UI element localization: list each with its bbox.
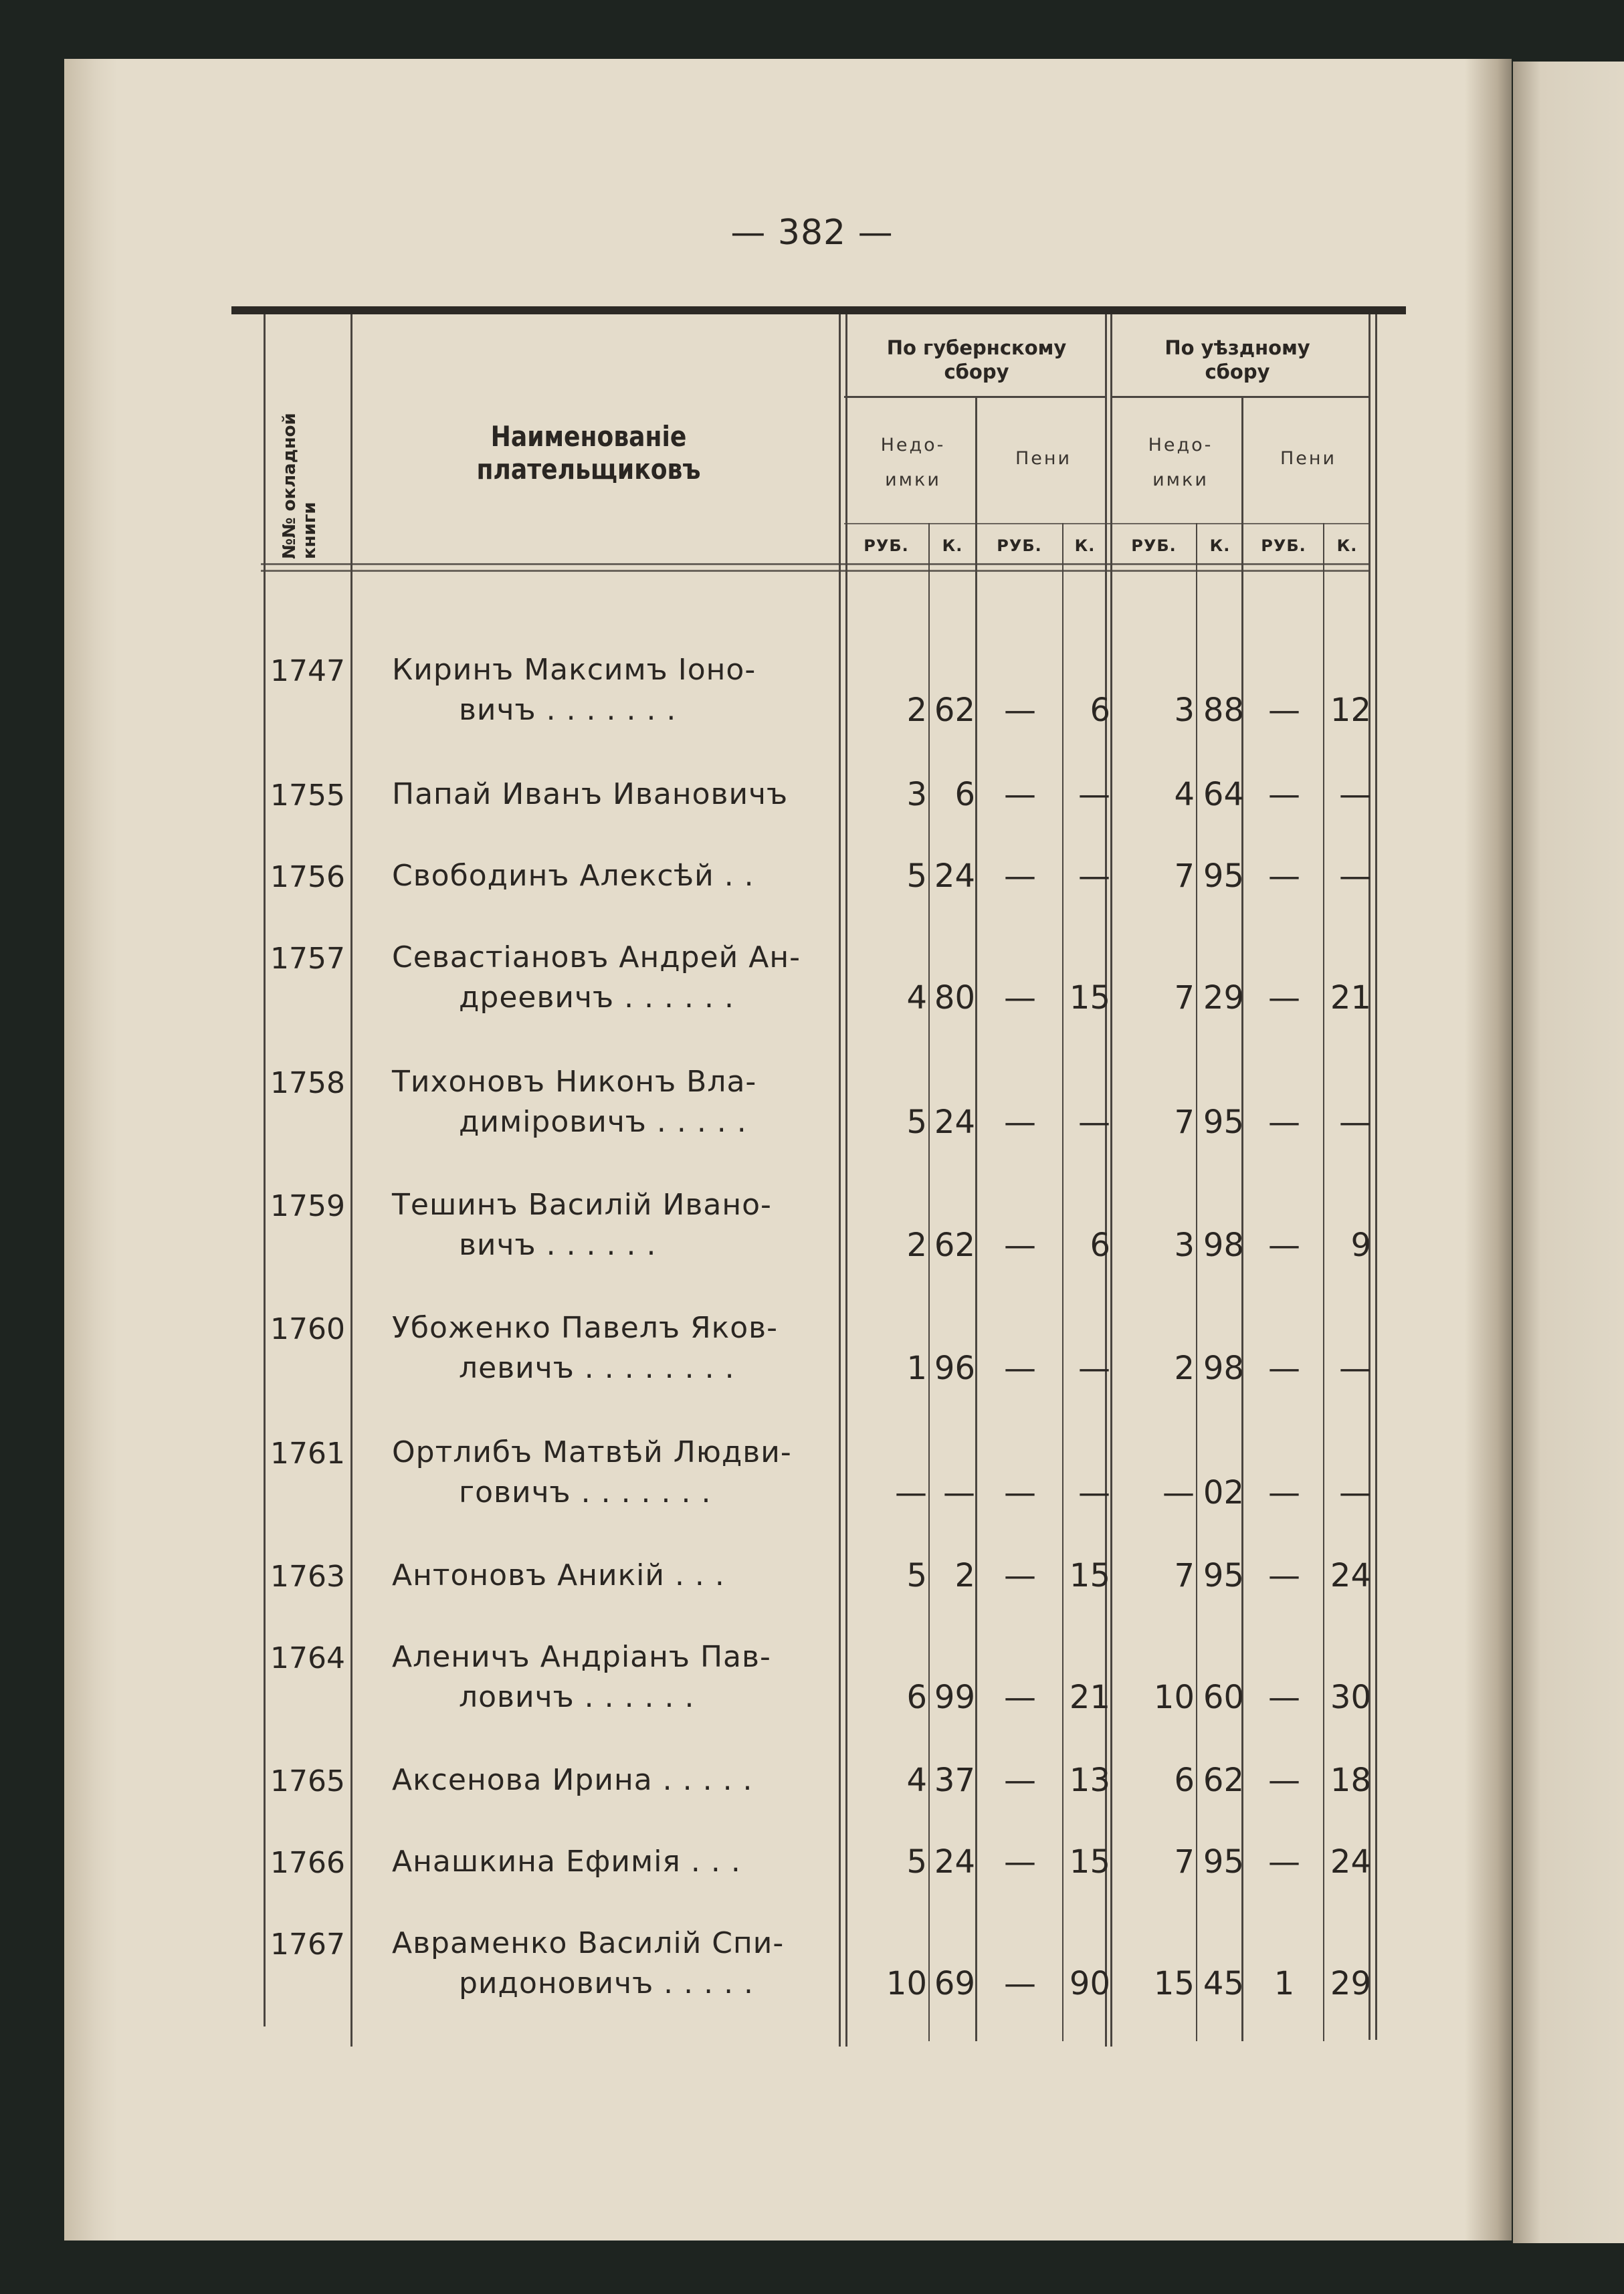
cell-gub-peni-kop: 15	[1069, 1843, 1110, 1881]
cell-uezd-peni-rub: —	[1268, 857, 1300, 895]
payer-name-continuation: диміровичъ . . . . .	[459, 1105, 747, 1139]
payer-name-continuation: дреевичъ . . . . . .	[459, 980, 734, 1015]
cell-gub-nedoimki-rub: 5	[906, 1104, 927, 1141]
payer-name-continuation: левичъ . . . . . . . .	[459, 1351, 735, 1385]
payer-name-continuation: вичъ . . . . . .	[459, 1228, 657, 1262]
payer-name-line: Тешинъ Василій Ивано-	[392, 1188, 772, 1222]
cell-gub-peni-rub: —	[1004, 979, 1036, 1017]
row-payer-name	[392, 1185, 833, 1265]
cell-gub-nedoimki-kop: 24	[934, 857, 975, 895]
col-rule-right-b	[1375, 314, 1377, 2040]
cell-uezd-peni-kop: 30	[1330, 1679, 1371, 1716]
cell-uezd-peni-kop: —	[1339, 1104, 1371, 1141]
cell-uezd-nedoimki-rub: 3	[1174, 1227, 1195, 1264]
row-book-number: 1764	[270, 1641, 345, 1675]
cell-uezd-nedoimki-rub: 7	[1174, 1843, 1195, 1881]
table-top-rule	[231, 306, 1406, 314]
unit-rub: РУБ.	[1131, 536, 1177, 555]
cell-uezd-peni-rub: —	[1268, 1843, 1300, 1881]
row-book-number: 1763	[270, 1560, 345, 1594]
cell-gub-peni-kop: 13	[1069, 1762, 1110, 1799]
cell-gub-peni-kop: —	[1078, 857, 1110, 895]
row-book-number: 1757	[270, 942, 345, 976]
cell-gub-peni-rub: —	[1004, 1104, 1036, 1141]
unit-kop: К.	[1209, 536, 1231, 555]
cell-uezd-nedoimki-kop: 95	[1203, 1557, 1244, 1594]
row-payer-name	[392, 1923, 833, 2004]
cell-gub-nedoimki-kop: 24	[934, 1843, 975, 1881]
cell-gub-nedoimki-kop: 2	[954, 1557, 975, 1594]
col-rule-num	[350, 314, 352, 2047]
cell-gub-peni-kop: —	[1078, 1474, 1110, 1511]
cell-gub-nedoimki-rub: 4	[906, 979, 927, 1017]
cell-uezd-nedoimki-kop: 60	[1203, 1679, 1244, 1716]
payer-name-line: Тихоновъ Никонъ Вла-	[392, 1065, 757, 1099]
page-edge-shadow	[64, 59, 118, 2240]
group-underline-gub	[844, 396, 1105, 398]
table-header-rule-2	[261, 570, 1368, 572]
cell-gub-nedoimki-kop: 37	[934, 1762, 975, 1799]
cell-gub-nedoimki-rub: 5	[906, 857, 927, 895]
unit-rub: РУБ.	[1261, 536, 1306, 555]
cell-uezd-nedoimki-rub: 7	[1174, 1104, 1195, 1141]
cell-uezd-peni-rub: —	[1268, 1679, 1300, 1716]
col-rule-2	[975, 396, 977, 2041]
cell-gub-nedoimki-kop: 24	[934, 1104, 975, 1141]
book-spine-shadow	[1465, 59, 1512, 2240]
cell-uezd-peni-rub: —	[1268, 1762, 1300, 1799]
cell-gub-peni-rub: —	[1004, 1843, 1036, 1881]
cell-gub-nedoimki-rub: 1	[906, 1350, 927, 1387]
cell-uezd-nedoimki-kop: 62	[1203, 1762, 1244, 1799]
cell-gub-peni-rub: —	[1004, 1227, 1036, 1264]
cell-gub-nedoimki-kop: —	[943, 1474, 975, 1511]
row-book-number: 1765	[270, 1764, 345, 1798]
cell-uezd-peni-kop: 29	[1330, 1965, 1371, 2002]
row-payer-name	[392, 1760, 833, 1800]
cell-gub-peni-rub: —	[1004, 1762, 1036, 1799]
row-payer-name	[392, 774, 833, 815]
cell-uezd-peni-kop: 24	[1330, 1557, 1371, 1594]
cell-uezd-nedoimki-rub: 7	[1174, 979, 1195, 1017]
cell-uezd-peni-kop: —	[1339, 857, 1371, 895]
cell-uezd-nedoimki-kop: 95	[1203, 1843, 1244, 1881]
payer-name-line: Анашкина Ефимія . . .	[392, 1845, 741, 1879]
unit-kop: К.	[942, 536, 963, 555]
cell-gub-peni-rub: —	[1004, 776, 1036, 813]
cell-gub-peni-kop: 6	[1090, 1227, 1110, 1264]
cell-gub-nedoimki-kop: 6	[954, 776, 975, 813]
cell-gub-nedoimki-kop: 62	[934, 1227, 975, 1264]
cell-gub-nedoimki-kop: 80	[934, 979, 975, 1017]
header-payer-names: Наименованіе плательщиковъ	[476, 420, 701, 486]
payer-name-continuation: ридоновичъ . . . . .	[459, 1966, 754, 2000]
cell-gub-peni-rub: —	[1004, 1474, 1036, 1511]
cell-uezd-peni-kop: —	[1339, 1474, 1371, 1511]
cell-uezd-nedoimki-rub: 3	[1174, 692, 1195, 729]
unit-rub: РУБ.	[997, 536, 1042, 555]
header-gubernsky-group: По губернскому сбору	[886, 336, 1067, 383]
row-book-number: 1767	[270, 1927, 345, 1962]
payer-name-line: Папай Иванъ Ивановичъ	[392, 777, 789, 811]
cell-uezd-nedoimki-rub: —	[1162, 1474, 1195, 1511]
unit-kop: К.	[1074, 536, 1096, 555]
row-book-number: 1761	[270, 1437, 345, 1471]
cell-uezd-peni-kop: 9	[1350, 1227, 1371, 1264]
cell-uezd-nedoimki-rub: 4	[1174, 776, 1195, 813]
payer-name-line: Аксенова Ирина . . . . .	[392, 1763, 753, 1797]
row-book-number: 1747	[270, 654, 345, 688]
cell-gub-nedoimki-rub: 10	[886, 1965, 927, 2002]
cell-uezd-peni-kop: 21	[1330, 979, 1371, 1017]
col-rule-1	[928, 523, 930, 2041]
payer-name-continuation: говичъ . . . . . . .	[459, 1475, 712, 1509]
cell-gub-peni-kop: 15	[1069, 1557, 1110, 1594]
col-rule-4b	[1110, 314, 1112, 2047]
cell-gub-nedoimki-rub: 2	[906, 692, 927, 729]
cell-gub-nedoimki-kop: 69	[934, 1965, 975, 2002]
group-underline-uezd	[1110, 396, 1368, 398]
row-book-number: 1756	[270, 860, 345, 894]
row-payer-name	[392, 1556, 833, 1596]
col-rule-name-a	[839, 314, 841, 2047]
row-payer-name	[392, 1308, 833, 1388]
cell-gub-nedoimki-kop: 99	[934, 1679, 975, 1716]
cell-gub-peni-rub: —	[1004, 1965, 1036, 2002]
cell-gub-peni-kop: 21	[1069, 1679, 1110, 1716]
row-book-number: 1760	[270, 1312, 345, 1346]
cell-uezd-nedoimki-kop: 02	[1203, 1474, 1244, 1511]
payer-name-continuation: ловичъ . . . . . .	[459, 1680, 695, 1714]
cell-uezd-peni-rub: —	[1268, 1557, 1300, 1594]
cell-gub-nedoimki-rub: —	[895, 1474, 927, 1511]
row-payer-name	[392, 938, 833, 1018]
unit-rub: РУБ.	[864, 536, 909, 555]
cell-gub-peni-rub: —	[1004, 1350, 1036, 1387]
cell-uezd-nedoimki-kop: 29	[1203, 979, 1244, 1017]
cell-uezd-nedoimki-kop: 45	[1203, 1965, 1244, 2002]
cell-gub-peni-kop: 6	[1090, 692, 1110, 729]
row-book-number: 1758	[270, 1066, 345, 1100]
cell-uezd-peni-rub: —	[1268, 1104, 1300, 1141]
cell-uezd-peni-rub: —	[1268, 1474, 1300, 1511]
cell-gub-peni-rub: —	[1004, 1679, 1036, 1716]
cell-gub-nedoimki-kop: 96	[934, 1350, 975, 1387]
row-payer-name	[392, 1842, 833, 1882]
cell-uezd-nedoimki-kop: 95	[1203, 1104, 1244, 1141]
cell-gub-peni-rub: —	[1004, 1557, 1036, 1594]
col-rule-left	[264, 314, 266, 2026]
cell-gub-peni-kop: 90	[1069, 1965, 1110, 2002]
cell-uezd-nedoimki-kop: 98	[1203, 1227, 1244, 1264]
cell-uezd-peni-rub: —	[1268, 1227, 1300, 1264]
cell-gub-peni-kop: —	[1078, 1104, 1110, 1141]
cell-uezd-peni-rub: —	[1268, 979, 1300, 1017]
page-number: — 382 —	[730, 213, 894, 253]
cell-gub-peni-rub: —	[1004, 692, 1036, 729]
cell-uezd-nedoimki-rub: 7	[1174, 857, 1195, 895]
cell-uezd-peni-rub: —	[1268, 692, 1300, 729]
cell-uezd-nedoimki-kop: 98	[1203, 1350, 1244, 1387]
row-payer-name	[392, 1637, 833, 1717]
unit-kop: К.	[1336, 536, 1358, 555]
cell-uezd-nedoimki-rub: 2	[1174, 1350, 1195, 1387]
cell-gub-nedoimki-rub: 3	[906, 776, 927, 813]
cell-uezd-nedoimki-rub: 15	[1153, 1965, 1195, 2002]
payer-name-line: Убоженко Павелъ Яков-	[392, 1311, 778, 1345]
header-uezd-nedoimki: Недо- имки	[1148, 435, 1213, 490]
cell-uezd-peni-kop: 12	[1330, 692, 1371, 729]
header-uezdny-group: По уѣздному сбору	[1164, 336, 1310, 383]
col-rule-7	[1323, 523, 1324, 2041]
payer-name-line: Аленичъ Андріанъ Пав-	[392, 1640, 771, 1674]
table-header-rule	[261, 563, 1368, 565]
cell-gub-nedoimki-rub: 4	[906, 1762, 927, 1799]
cell-gub-nedoimki-kop: 62	[934, 692, 975, 729]
cell-uezd-peni-rub: —	[1268, 776, 1300, 813]
cell-gub-peni-kop: 15	[1069, 979, 1110, 1017]
cell-uezd-nedoimki-kop: 88	[1203, 692, 1244, 729]
cell-gub-peni-kop: —	[1078, 776, 1110, 813]
payer-name-line: Ортлибъ Матвѣй Людви-	[392, 1435, 792, 1469]
payer-name-continuation: вичъ . . . . . . .	[459, 693, 677, 727]
cell-gub-nedoimki-rub: 5	[906, 1557, 927, 1594]
cell-uezd-nedoimki-rub: 10	[1153, 1679, 1195, 1716]
row-book-number: 1766	[270, 1846, 345, 1880]
row-payer-name	[392, 1433, 833, 1513]
cell-uezd-peni-rub: 1	[1274, 1965, 1295, 2002]
payer-name-line: Авраменко Василій Спи-	[392, 1926, 785, 1960]
header-book-number: №№ окладной книги	[280, 413, 320, 559]
payer-name-line: Антоновъ Аникій . . .	[392, 1558, 725, 1592]
cell-uezd-peni-kop: —	[1339, 776, 1371, 813]
row-payer-name	[392, 856, 833, 896]
row-payer-name	[392, 650, 833, 730]
cell-gub-nedoimki-rub: 5	[906, 1843, 927, 1881]
payer-name-line: Севастіановъ Андрей Ан-	[392, 940, 801, 974]
cell-uezd-nedoimki-kop: 95	[1203, 857, 1244, 895]
cell-uezd-peni-kop: 18	[1330, 1762, 1371, 1799]
cell-gub-peni-kop: —	[1078, 1350, 1110, 1387]
cell-uezd-nedoimki-kop: 64	[1203, 776, 1244, 813]
cell-uezd-peni-rub: —	[1268, 1350, 1300, 1387]
cell-gub-nedoimki-rub: 2	[906, 1227, 927, 1264]
cell-uezd-peni-kop: —	[1339, 1350, 1371, 1387]
cell-uezd-peni-kop: 24	[1330, 1843, 1371, 1881]
payer-name-line: Киринъ Максимъ Іоно-	[392, 653, 756, 687]
row-book-number: 1759	[270, 1189, 345, 1223]
cell-uezd-nedoimki-rub: 6	[1174, 1762, 1195, 1799]
header-gub-peni: Пени	[1015, 448, 1072, 469]
cell-uezd-nedoimki-rub: 7	[1174, 1557, 1195, 1594]
facing-page-edge	[1513, 62, 1624, 2243]
cell-gub-peni-rub: —	[1004, 857, 1036, 895]
col-rule-3	[1062, 523, 1063, 2041]
cell-gub-nedoimki-rub: 6	[906, 1679, 927, 1716]
header-gub-nedoimki: Недо- имки	[880, 435, 946, 490]
col-rule-5	[1196, 523, 1197, 2041]
payer-name-line: Свободинъ Алексѣй . .	[392, 859, 754, 893]
row-book-number: 1755	[270, 778, 345, 813]
row-payer-name	[392, 1062, 833, 1142]
header-uezd-peni: Пени	[1280, 448, 1337, 469]
